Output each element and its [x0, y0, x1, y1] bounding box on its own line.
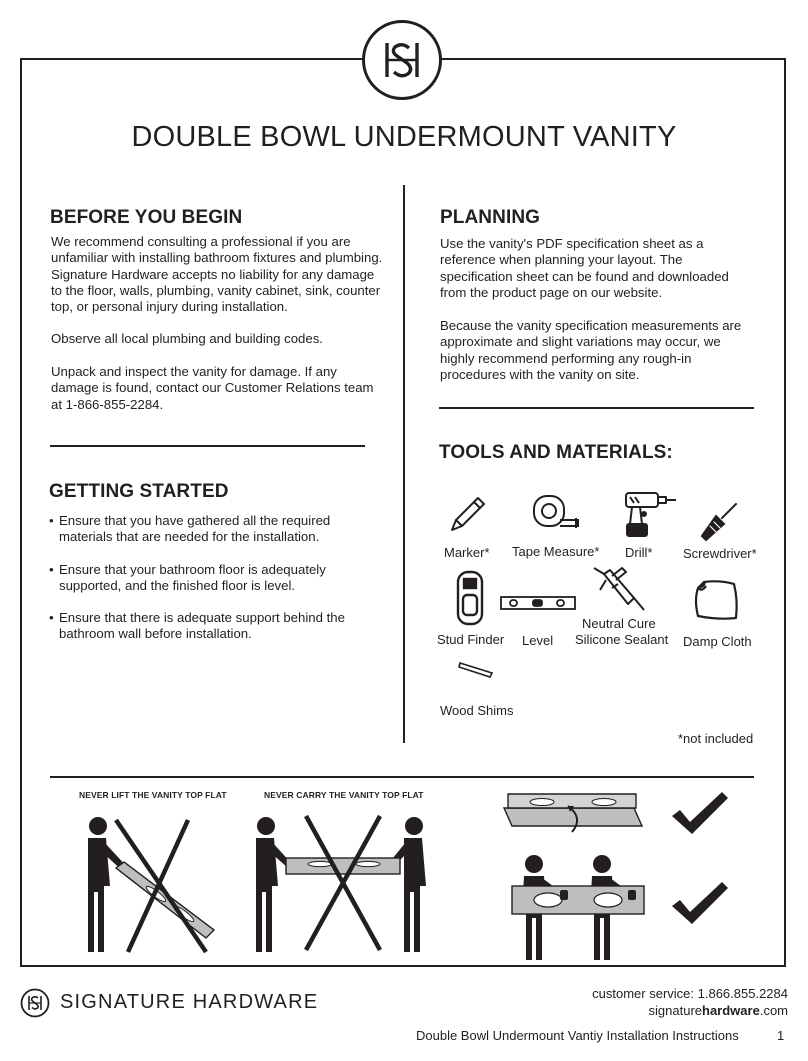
planning-paragraph-2: Because the vanity specification measurements are approximate and slight variations may occur, we highly recommend performing any rough-in procedures with the vanity on site. [440, 318, 742, 382]
hsh-monogram-icon [365, 23, 439, 97]
tools-heading: TOOLS AND MATERIALS: [439, 442, 673, 463]
column-divider [403, 185, 405, 743]
page-number: 1 [777, 1028, 785, 1043]
approved-check-icon [670, 880, 730, 926]
page-title: DOUBLE BOWL UNDERMOUNT VANITY [131, 121, 677, 153]
caulk-gun-icon [592, 564, 648, 614]
two-person-carry-illustration [508, 852, 648, 964]
edge-carry-illustration [500, 790, 646, 840]
right-divider [439, 407, 754, 409]
warning-lift-flat: NEVER LIFT THE VANITY TOP FLAT [79, 790, 227, 800]
lift-flat-illustration [70, 812, 220, 958]
damp-cloth-icon [690, 578, 742, 622]
drill-icon [622, 490, 678, 540]
damp-cloth-label: Damp Cloth [683, 634, 752, 649]
before-paragraph-3: Unpack and inspect the vanity for damage. If any damage is found, contact our Customer Relations team at 1-866-855-2284. [51, 364, 374, 412]
footer-brand-name: SIGNATURE HARDWARE [60, 991, 319, 1013]
website-link[interactable] [649, 1003, 788, 1018]
stud-finder-label: Stud Finder [437, 632, 505, 647]
marker-icon [448, 494, 488, 534]
customer-service-line: customer service: 1.866.855.2284 [592, 986, 788, 1001]
planning-heading: PLANNING [440, 207, 541, 228]
tape-measure-label: Tape Measure* [512, 544, 600, 559]
list-item: • Ensure that there is adequate support behind the bathroom wall before installation. [49, 610, 359, 643]
before-paragraph-1: We recommend consulting a professional if you are unfamiliar with installing bathroom fixtures and plumbing. Signature Hardware accepts no liability for any damage to the floor, walls, plumbing, vanity cabinet, sink, counter top, or personal injury during installation. [51, 234, 383, 315]
planning-paragraph-1: Use the vanity's PDF specification sheet as a reference when planning your layout. The specification sheet can be found and downloaded from the product page on our website. [440, 236, 729, 300]
before-paragraph-2: Observe all local plumbing and building codes. [51, 331, 323, 346]
carry-flat-illustration [248, 812, 438, 958]
wood-shims-icon [456, 659, 496, 679]
document-footer-title: Double Bowl Undermount Vantiy Installation Instructions [416, 1028, 739, 1043]
sealant-label-line-2: Silicone Sealant [575, 632, 669, 647]
approved-check-icon [670, 790, 730, 836]
sealant-label-line-1: Neutral Cure [582, 616, 656, 631]
tape-measure-icon [530, 492, 582, 532]
before-heading: BEFORE YOU BEGIN [50, 207, 243, 228]
not-included-note: *not included [678, 731, 754, 746]
marker-label: Marker* [444, 545, 490, 560]
illustration-divider [50, 776, 754, 778]
warning-carry-flat: NEVER CARRY THE VANITY TOP FLAT [264, 790, 424, 800]
getting-started-heading: GETTING STARTED [49, 481, 229, 502]
level-icon [499, 594, 577, 612]
drill-label: Drill* [625, 545, 653, 560]
website-bold: hardware [702, 1003, 760, 1018]
level-label: Level [522, 633, 554, 648]
list-item: • Ensure that your bathroom floor is adequately supported, and the finished floor is level. [49, 562, 359, 595]
left-divider [50, 445, 365, 447]
footer-logo-icon [20, 988, 50, 1018]
screwdriver-icon [696, 498, 742, 544]
screwdriver-label: Screwdriver* [683, 546, 757, 561]
wood-shims-label: Wood Shims [440, 703, 514, 718]
list-item: • Ensure that you have gathered all the required materials that are needed for the installation. [49, 513, 359, 546]
website-suffix: .com [759, 1003, 788, 1018]
stud-finder-icon [454, 569, 486, 627]
getting-started-list [49, 513, 359, 659]
brand-logo-mark [362, 20, 442, 100]
website-prefix: signature [648, 1003, 703, 1018]
